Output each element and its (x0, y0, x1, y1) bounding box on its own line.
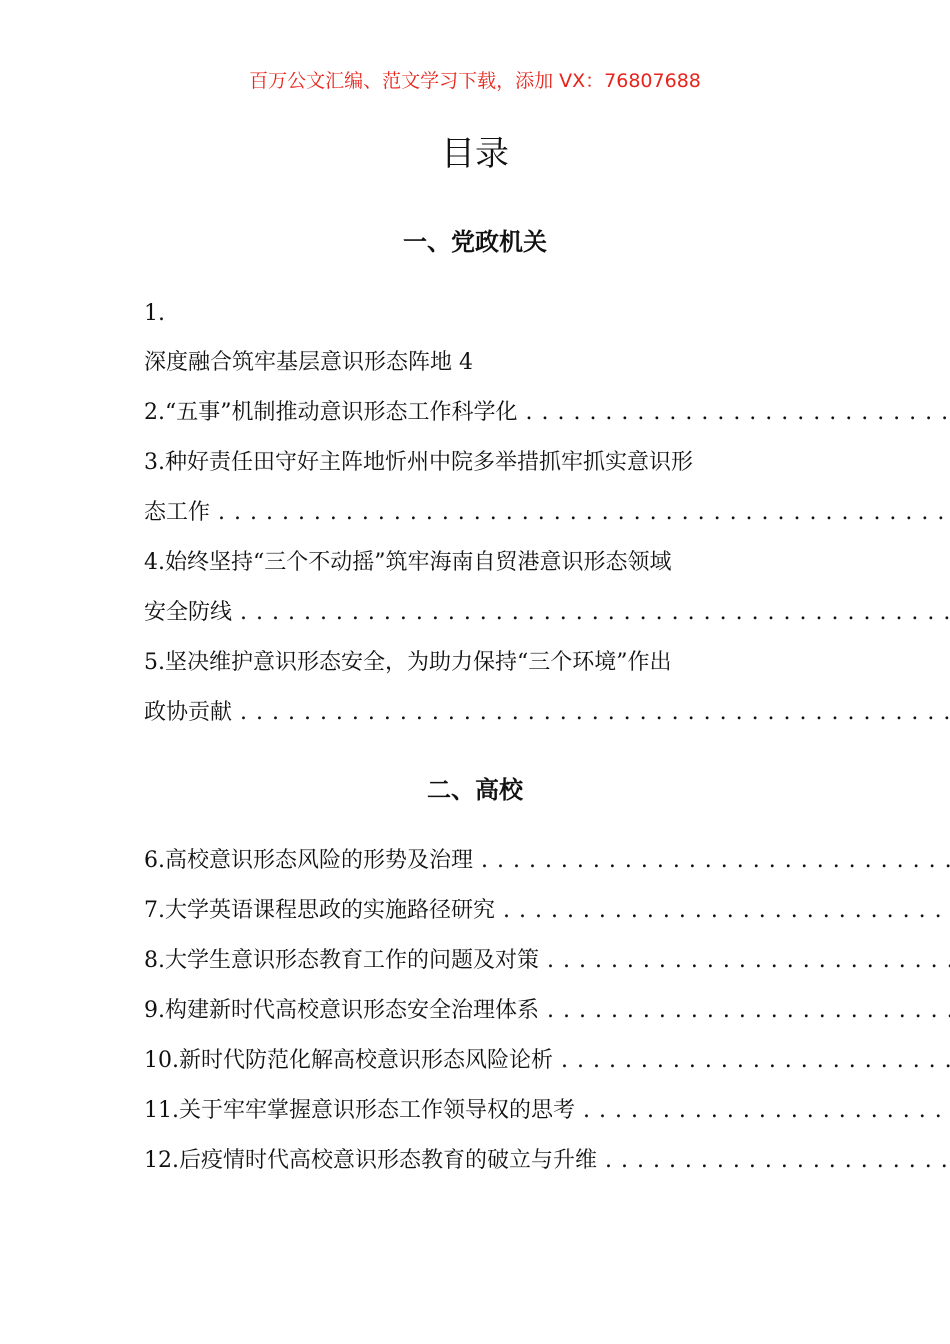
section-heading-universities: 二、高校 (427, 776, 523, 804)
section-heading-party-government: 一、党政机关 (403, 228, 547, 256)
toc-item-7[interactable]: 7.大学英语课程思政的实施路径研究 . . . (144, 893, 950, 929)
toc-item-10[interactable]: 10.新时代防范化解高校意识形态风险论析 . . . (144, 1043, 950, 1079)
header-note: 百万公文汇编、范文学习下载，添加 VX：76807688 (249, 70, 701, 92)
toc-item-1[interactable] (144, 345, 950, 381)
toc-item-5-line1[interactable]: 5.坚决维护意识形态安全，为助力保持“三个环境”作出 (144, 650, 672, 675)
toc-item-5-line2[interactable]: 政协贡献 . . . (144, 695, 950, 731)
toc-item-9[interactable]: 9.构建新时代高校意识形态安全治理体系 . . . (144, 993, 950, 1029)
toc-item-6[interactable]: 6.高校意识形态风险的形势及治理 . . . (144, 843, 950, 879)
toc-item-3-line2[interactable]: 态工作 . . . (144, 495, 950, 531)
toc-item-12[interactable]: 12.后疫情时代高校意识形态教育的破立与升维 . . . (144, 1143, 950, 1179)
toc-item-4-line2[interactable]: 安全防线 . . . (144, 595, 950, 631)
toc-item-1-text: 深度融合筑牢基层意识形态阵地 (144, 350, 453, 375)
toc-item-1-page: 4 (459, 350, 474, 375)
toc-item-8[interactable]: 8.大学生意识形态教育工作的问题及对策 . . . (144, 943, 950, 979)
toc-item-4-line1[interactable]: 4.始终坚持“三个不动摇”筑牢海南自贸港意识形态领域 (144, 550, 672, 575)
toc-item-2[interactable]: 2.“五事”机制推动意识形态工作科学化 . . . (144, 395, 950, 431)
toc-item-1-number[interactable]: 1. (144, 301, 165, 326)
page-title: 目录 (441, 134, 509, 174)
toc-item-11[interactable]: 11.关于牢牢掌握意识形态工作领导权的思考 . . . (144, 1093, 950, 1129)
toc-item-3-line1[interactable]: 3.种好责任田守好主阵地忻州中院多举措抓牢抓实意识形 (144, 450, 693, 475)
